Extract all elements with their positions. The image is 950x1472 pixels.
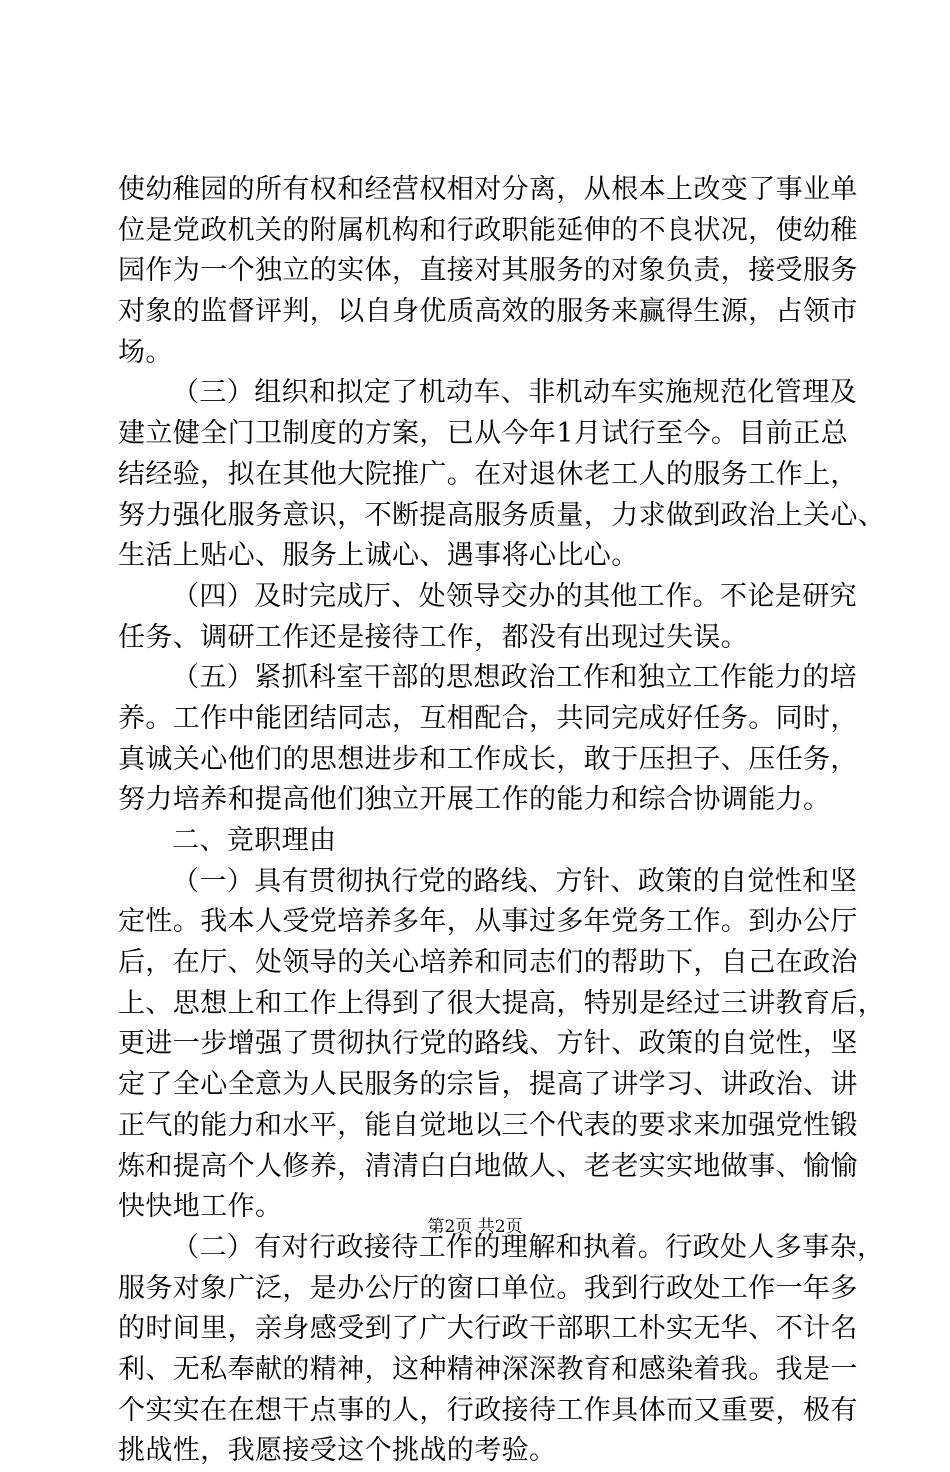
text-line: 快快地工作。 bbox=[118, 1191, 283, 1223]
text-line: 定性。我本人受党培养多年，从事过多年党务工作。到办公厅 bbox=[118, 906, 858, 938]
text-line: 的时间里，亲身感受到了广大行政干部职工朴实无华、不计名 bbox=[118, 1313, 858, 1345]
text-line: 努力培养和提高他们独立开展工作的能力和综合协调能力。 bbox=[118, 784, 831, 816]
text-line: 服务对象广泛，是办公厅的窗口单位。我到行政处工作一年多 bbox=[118, 1272, 858, 1304]
text-line: （三）组织和拟定了机动车、非机动车实施规范化管理及 bbox=[172, 377, 857, 409]
text-line: （一）具有贯彻执行党的路线、方针、政策的自觉性和坚 bbox=[172, 865, 857, 897]
text-line: 二、竞职理由 bbox=[172, 825, 337, 856]
text-line: 建立健全门卫制度的方案，已从今年1月试行至今。目前正总 bbox=[118, 418, 848, 450]
text-line: 挑战性，我愿接受这个挑战的考验。 bbox=[118, 1435, 557, 1467]
text-line: 定了全心全意为人民服务的宗旨，提高了讲学习、讲政治、讲 bbox=[118, 1069, 858, 1101]
text-line: 上、思想上和工作上得到了很大提高，特别是经过三讲教育后， bbox=[118, 987, 886, 1019]
text-line: （二）有对行政接待工作的理解和执着。行政处人多事杂， bbox=[172, 1231, 885, 1263]
text-line: （四）及时完成厅、处领导交办的其他工作。不论是研究 bbox=[172, 580, 857, 612]
text-line: 利、无私奉献的精神，这种精神深深教育和感染着我。我是一 bbox=[118, 1353, 858, 1385]
text-line: 努力强化服务意识，不断提高服务质量，力求做到政治上关心、 bbox=[118, 499, 886, 531]
text-line: 园作为一个独立的实体，直接对其服务的对象负责，接受服务 bbox=[118, 255, 858, 287]
text-line: 养。工作中能团结同志，互相配合，共同完成好任务。同时， bbox=[118, 702, 858, 734]
text-line: 使幼稚园的所有权和经营权相对分离，从根本上改变了事业单 bbox=[118, 174, 858, 205]
document-body bbox=[118, 170, 886, 1472]
text-line: 场。 bbox=[118, 336, 173, 368]
text-line: 任务、调研工作还是接待工作，都没有出现过失误。 bbox=[118, 621, 749, 653]
text-line: 个实实在在想干点事的人，行政接待工作具体而又重要，极有 bbox=[118, 1394, 858, 1426]
text-line: 真诚关心他们的思想进步和工作成长，敢于压担子、压任务， bbox=[118, 743, 858, 775]
text-line: 正气的能力和水平，能自觉地以三个代表的要求来加强党性锻 bbox=[118, 1109, 858, 1141]
text-line: 炼和提高个人修养，清清白白地做人、老老实实地做事、愉愉 bbox=[118, 1150, 858, 1182]
text-line: 结经验，拟在其他大院推广。在对退休老工人的服务工作上， bbox=[118, 458, 858, 490]
page-footer: 第2页 共2页 bbox=[427, 1217, 523, 1237]
text-line: 对象的监督评判，以自身优质高效的服务来赢得生源，占领市 bbox=[118, 296, 858, 328]
text-line: 生活上贴心、服务上诚心、遇事将心比心。 bbox=[118, 540, 639, 572]
text-line: （五）紧抓科室干部的思想政治工作和独立工作能力的培 bbox=[172, 662, 857, 694]
text-line: 更进一步增强了贯彻执行党的路线、方针、政策的自觉性，坚 bbox=[118, 1028, 858, 1060]
text-line: 后，在厅、处领导的关心培养和同志们的帮助下，自己在政治 bbox=[118, 947, 858, 979]
text-line: 位是党政机关的附属机构和行政职能延伸的不良状况，使幼稚 bbox=[118, 214, 858, 246]
